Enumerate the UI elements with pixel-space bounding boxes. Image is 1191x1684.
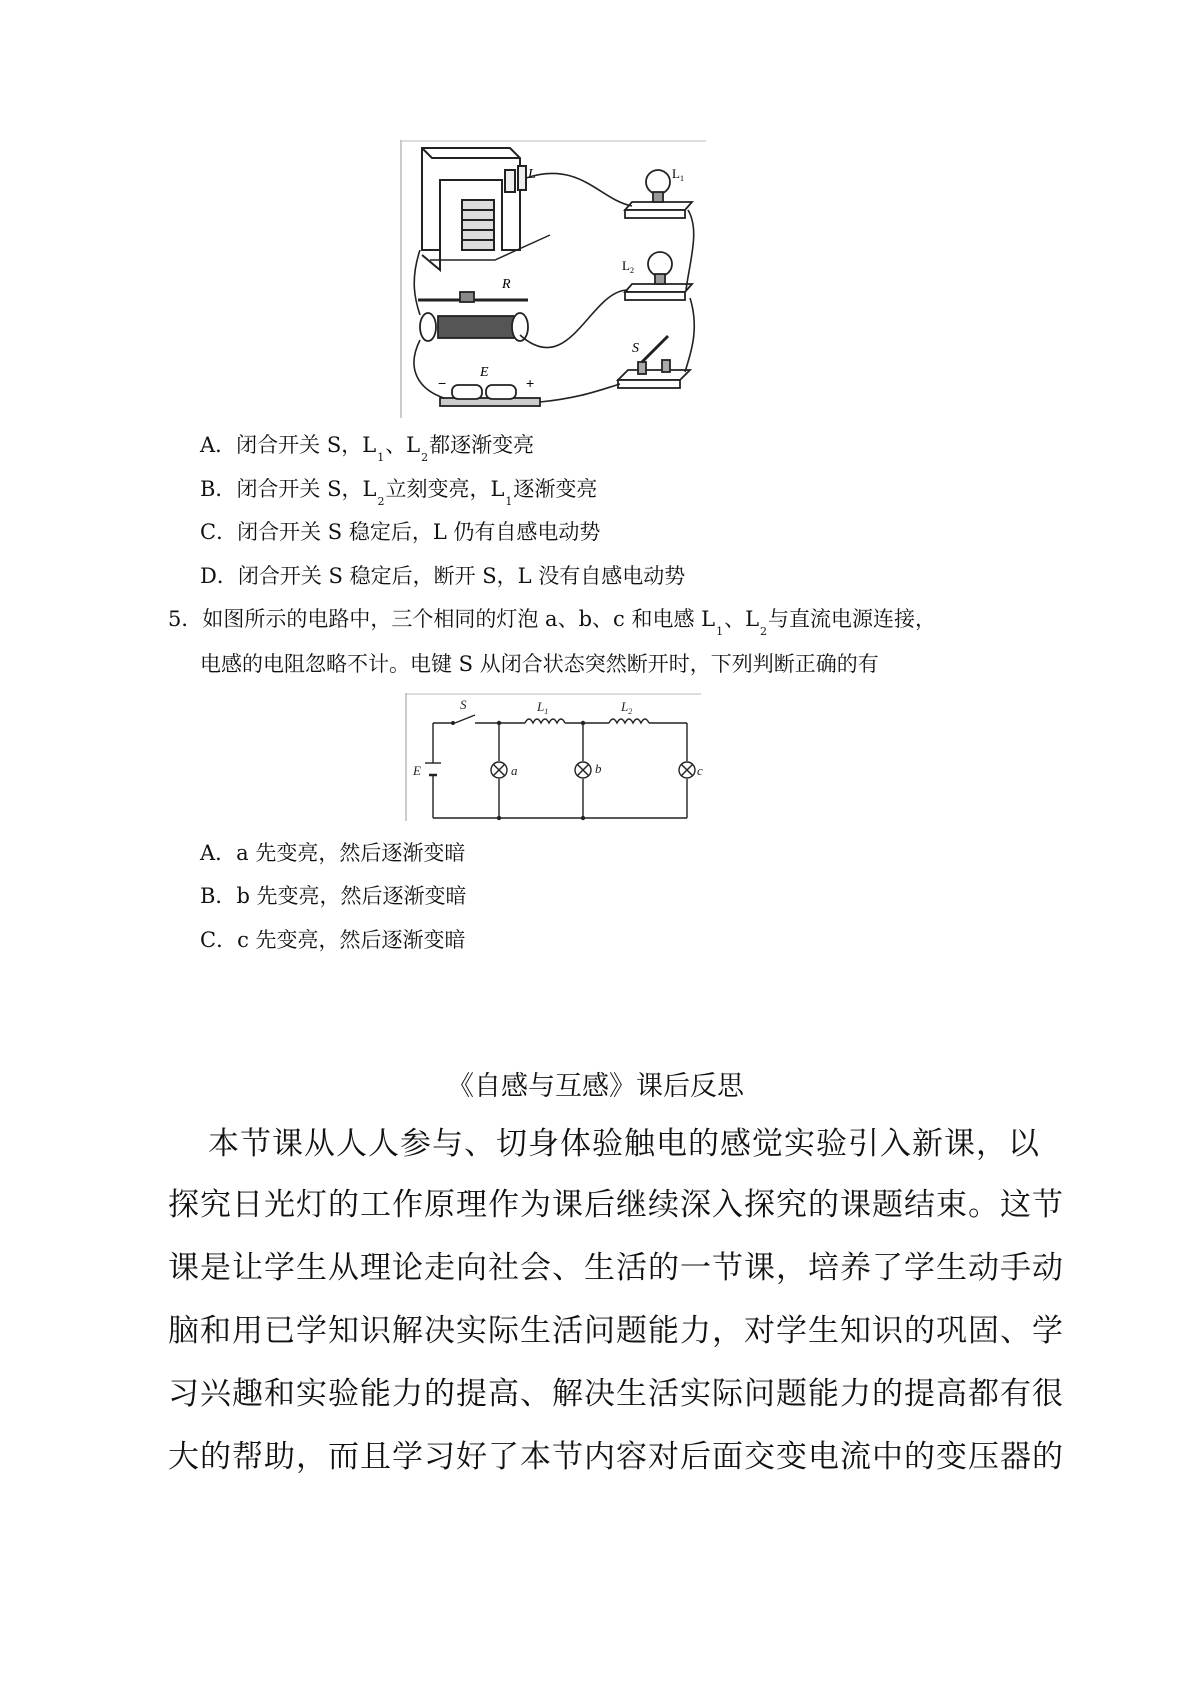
q4-option-b: B．闭合开关 S，$L_2$立刻变亮，$L_1$逐渐变亮 — [200, 477, 598, 508]
label-L: L — [528, 167, 536, 182]
reflection-title: 《自感与互感》课后反思 — [447, 1071, 744, 1102]
circuit-apparatus-figure — [400, 140, 710, 420]
label-E: E — [480, 365, 489, 380]
q5-option-b: B．b 先变亮，然后逐渐变暗 — [200, 884, 467, 908]
q5-stem-line1: 5．如图所示的电路中，三个相同的灯泡 a、b、c 和电感 $L_1$、$L_2$与直流电源连接， — [168, 607, 937, 638]
q4-option-d: D．闭合开关 S 稳定后，断开 S，L 没有自感电动势 — [200, 564, 686, 588]
q4-option-c: C．闭合开关 S 稳定后，L 仍有自感电动势 — [200, 520, 601, 544]
q4-option-a: A．闭合开关 S，$L_1$、$L_2$都逐渐变亮 — [200, 433, 535, 464]
reflection-line-6: 大的帮助，而且学习好了本节内容对后面交变电流中的变压器的 — [168, 1439, 1064, 1475]
reflection-line-2: 探究日光灯的工作原理作为课后继续深入探究的课题结束。这节 — [168, 1187, 1064, 1223]
reflection-line-3: 课是让学生从理论走向社会、生活的一节课，培养了学生动手动 — [168, 1250, 1064, 1286]
reflection-line-5: 习兴趣和实验能力的提高、解决生活实际问题能力的提高都有很 — [168, 1376, 1064, 1412]
label-L2: $L_2$ — [622, 258, 634, 275]
q5-option-a: A．a 先变亮，然后逐渐变暗 — [200, 841, 466, 865]
label-b: b — [595, 761, 602, 776]
label-plus: + — [526, 375, 535, 391]
label-c: c — [697, 763, 703, 778]
label-R: R — [502, 277, 511, 292]
circuit-schematic-figure — [405, 693, 705, 823]
label-S: S — [460, 697, 467, 712]
lamp-a-icon — [491, 762, 507, 778]
q5-option-c: C．c 先变亮，然后逐渐变暗 — [200, 928, 466, 952]
label-S: S — [632, 341, 639, 356]
reflection-line-1: 本节课从人人参与、切身体验触电的感觉实验引入新课，以 — [208, 1126, 1040, 1162]
label-E: E — [413, 763, 421, 778]
label-L1: $L_1$ — [537, 699, 549, 716]
lamp-c-icon — [679, 762, 695, 778]
label-L2: $L_2$ — [621, 699, 633, 716]
q5-stem-line2: 电感的电阻忽略不计。电键 S 从闭合状态突然断开时，下列判断正确的有 — [200, 652, 879, 676]
label-a: a — [511, 763, 518, 778]
label-L1: $L_1$ — [672, 166, 684, 183]
reflection-line-4: 脑和用已学知识解决实际生活问题能力，对学生知识的巩固、学 — [168, 1313, 1064, 1349]
label-minus: − — [438, 375, 447, 391]
lamp-b-icon — [575, 762, 591, 778]
